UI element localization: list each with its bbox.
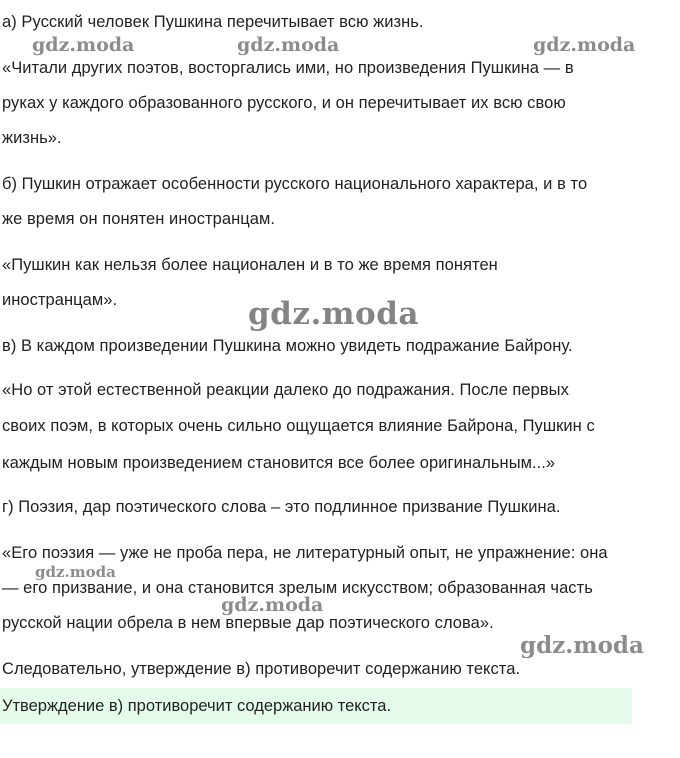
text-line: — его призвание, и она становится зрелым искусством; образованная часть [2, 579, 593, 597]
text-line: в) В каждом произведении Пушкина можно увидеть подражание Байрону. [2, 337, 573, 355]
text-line: же время он понятен иностранцам. [2, 210, 275, 228]
text-line: г) Поэзия, дар поэтического слова – это подлинное призвание Пушкина. [2, 498, 561, 516]
text-line: руках у каждого образованного русского, и он перечитывает их всю свою [2, 94, 566, 112]
text-line: каждым новым произведением становится все более оригинальным...» [2, 454, 556, 472]
watermark: gdz.moda [248, 296, 419, 332]
watermark: gdz.moda [520, 632, 644, 659]
text-line: жизнь». [2, 129, 62, 147]
text-line: б) Пушкин отражает особенности русского национального характера, и в то [2, 175, 588, 193]
text-line: а) Русский человек Пушкина перечитывает всю жизнь. [2, 13, 424, 31]
watermark: gdz.moda [32, 34, 135, 56]
watermark: gdz.moda [237, 34, 340, 56]
text-line: «Но от этой естественной реакции далеко до подражания. После первых [2, 381, 569, 399]
text-line: Следовательно, утверждение в) противоречит содержанию текста. [2, 660, 521, 678]
answer-box [0, 688, 632, 724]
watermark: gdz.moda [533, 34, 636, 56]
watermark: gdz.moda [35, 563, 116, 581]
text-line: «Пушкин как нельзя более национален и в то же время понятен [2, 256, 498, 274]
text-line: «Его поэзия — уже не проба пера, не литературный опыт, не упражнение: она [2, 544, 608, 562]
text-line: иностранцам». [2, 291, 118, 309]
text-line: русской нации обрела в нем впервые дар поэтического слова». [2, 614, 494, 632]
watermark: gdz.moda [221, 594, 324, 616]
text-line: «Читали других поэтов, восторгались ими, но произведения Пушкина — в [2, 59, 574, 77]
text-line: своих поэм, в которых очень сильно ощущается влияние Байрона, Пушкин с [2, 417, 595, 435]
answer-text: Утверждение в) противоречит содержанию текста. [2, 697, 392, 715]
